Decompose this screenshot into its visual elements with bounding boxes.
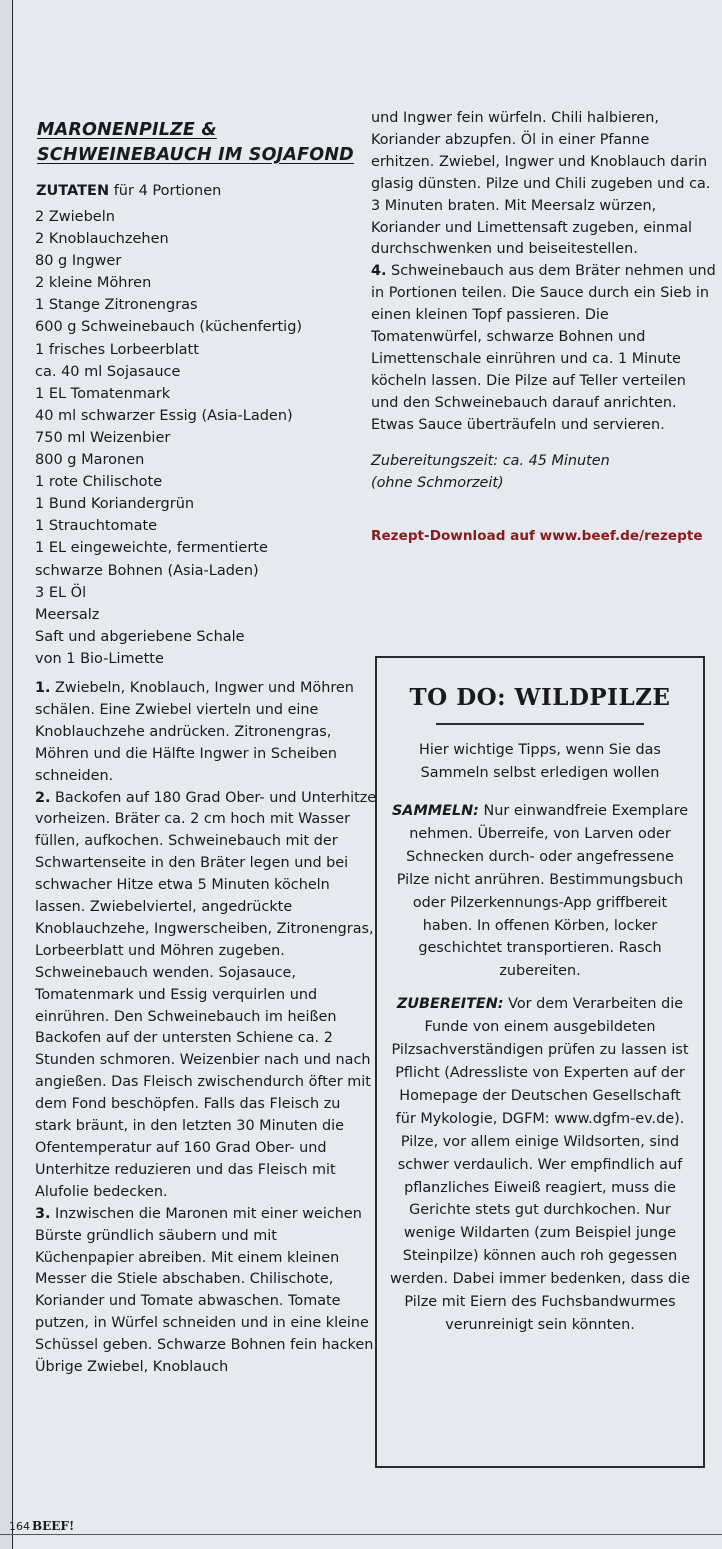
step-number: 2. [35, 789, 51, 806]
footer-divider [0, 1534, 722, 1535]
ingredient-item: schwarze Bohnen (Asia-Laden) [35, 562, 259, 579]
ingredient-item: 1 frisches Lorbeerblatt [35, 341, 199, 358]
tip-sammeln-lead: SAMMELN: [391, 803, 479, 819]
step-number: 3. [35, 1205, 51, 1222]
ingredient-item: Meersalz [35, 606, 100, 623]
ingredient-item: 80 g Ingwer [35, 253, 122, 270]
ingredients-label: ZUTATEN [36, 183, 110, 199]
ingredient-item: Saft und abgeriebene Schale [35, 628, 245, 645]
step-3-continued: und Ingwer fein würfeln. Chili halbieren, Koriander abzupfen. Öl in einer Pfanne erhitzen. Zwiebel, Ingwer und Knoblauch darin glasig dünsten. Pilze und Chili zugeben und ca. 3 Minuten braten. Mit Meersalz würzen, Koriander und Limettensaft zugeben, einmal durchschwenken und beiseitestellen. [371, 110, 711, 258]
tip-zubereiten-text: Vor dem Verarbeiten die Funde von einem ausgebildeten Pilzsachverständigen prüfen zu lassen ist Pflicht (Adressliste von Experten auf der Homepage der Deutschen Gesellschaft für Mykologie, DGFM: www.dgfm-ev.de). Pilze, vor allem einige Wildsorten, sind schwer verdaulich. Wer empfindlich auf pflanzliches Eiweiß reagiert, muss die Gerichte stets gut durchkochen. Nur wenige Wildarten (zum Beispiel junge Steinpilze) können auch roh gegessen werden. Dabei immer bedenken, dass die Pilze mit Eiern des Fuchsbandwurmes verunreinigt sein könnten. [390, 996, 690, 1333]
recipe-right-column [371, 108, 716, 544]
tip-sammeln-text: Nur einwandfreie Exemplare nehmen. Überreife, von Larven oder Schnecken durch- oder angefressene Pilze nicht anrühren. Bestimmungsbuch oder Pilzerkennungs-App griffbereit haben. In offenen Körben, locker geschichtet transportieren. Rasch zubereiten. [396, 803, 689, 980]
step-3 [35, 1204, 380, 1379]
ingredient-item: 2 Knoblauchzehen [35, 231, 169, 248]
ingredient-item: 40 ml schwarzer Essig (Asia-Laden) [35, 407, 293, 424]
preparation-steps [35, 678, 380, 1379]
tip-zubereiten-lead: ZUBEREITEN: [396, 996, 504, 1013]
ingredient-item: 750 ml Weizenbier [35, 429, 171, 446]
tip-zubereiten [389, 993, 691, 1337]
ingredient-item: 800 g Maronen [35, 452, 145, 469]
step-text: Inzwischen die Maronen mit einer weichen Bürste gründlich säubern und mit Küchenpapier abreiben. Mit einem kleinen Messer die Stiele abschaben. Chilischote, Koriander und Tomate abwaschen. Tomate putzen, in Würfel schneiden und in eine kleine Schüssel geben. Schwarze Bohnen fein hacken. Übrige Zwiebel, Knoblauch [35, 1205, 378, 1376]
step-number: 4. [371, 263, 387, 280]
preparation-time [371, 451, 716, 495]
recipe-title-line-2: SCHWEINEBAUCH IM SOJAFOND [37, 145, 354, 165]
preparation-time-line-1: Zubereitungszeit: ca. 45 Minuten [371, 452, 610, 469]
magazine-page [12, 0, 722, 1549]
ingredient-item: 1 Bund Koriandergrün [35, 496, 195, 513]
recipe-left-column [35, 118, 380, 1379]
step-number: 1. [35, 679, 51, 696]
ingredient-item: 1 EL eingeweichte, fermentierte [35, 540, 268, 557]
step-text: Backofen auf 180 Grad Ober- und Unterhitze vorheizen. Bräter ca. 2 cm hoch mit Wasser füllen, aufkochen. Schweinebauch mit der Schwartenseite in den Bräter legen und bei schwacher Hitze etwa 5 Minuten köcheln lassen. Zwiebelviertel, angedrückte Knoblauchzehe, Ingwerscheiben, Zitronengras, Lorbeerblatt und Möhren zugeben. Schweinebauch wenden. Sojasauce, Tomatenmark und Essig verquirlen und einrühren. Den Schweinebauch im heißen Backofen auf der untersten Schiene ca. 2 Stunden schmoren. Weizenbier nach und nach angießen. Das Fleisch zwischendurch öfter mit dem Fond beschöpfen. Falls das Fleisch zu stark bräunt, in den letzten 30 Minuten die Ofentemperatur auf 160 Grad Ober- und Unterhitze reduzieren und das Fleisch mit Alufolie bedecken. [35, 789, 377, 1200]
ingredients-list [35, 206, 380, 670]
ingredient-item: ca. 40 ml Sojasauce [35, 363, 181, 380]
ingredient-item: 2 Zwiebeln [35, 209, 115, 225]
recipe-title-line-1: MARONENPILZE & [37, 120, 217, 140]
ingredient-item: 1 Strauchtomate [35, 518, 158, 535]
step-2 [35, 788, 380, 1204]
recipe-download-link[interactable]: Rezept-Download auf www.beef.de/rezepte [371, 528, 703, 545]
ingredients-heading [36, 180, 380, 202]
recipe-title [37, 118, 380, 168]
ingredient-item: 1 EL Tomatenmark [35, 385, 171, 402]
wildpilze-tip-box [375, 656, 705, 1468]
step-1 [35, 678, 380, 788]
ingredient-item: 1 rote Chilischote [35, 474, 163, 491]
page-number: 164 [9, 1520, 30, 1533]
ingredient-item: 600 g Schweinebauch (küchenfertig) [35, 319, 303, 336]
step-4 [371, 261, 716, 436]
ingredients-portions: für 4 Portionen [109, 183, 222, 199]
preparation-time-line-2: (ohne Schmorzeit) [371, 474, 504, 491]
tip-box-intro: Hier wichtige Tipps, wenn Sie das Sammeln selbst erledigen wollen [419, 742, 661, 781]
step-text: Zwiebeln, Knoblauch, Ingwer und Möhren schälen. Eine Zwiebel vierteln und eine Knoblauchzehe andrücken. Zitronengras, Möhren und die Hälfte Ingwer in Scheiben schneiden. [35, 679, 354, 784]
ingredient-item: 1 Stange Zitronengras [35, 297, 198, 314]
ingredient-item: 2 kleine Möhren [35, 275, 152, 292]
ingredient-item: 3 EL Öl [35, 584, 87, 601]
tip-box-divider [436, 723, 644, 725]
magazine-name: BEEF! [32, 1519, 75, 1533]
step-text: Schweinebauch aus dem Bräter nehmen und in Portionen teilen. Die Sauce durch ein Sieb in einen kleinen Topf passieren. Die Tomatenwürfel, schwarze Bohnen und Limettenschale einrühren und ca. 1 Minute köcheln lassen. Die Pilze auf Teller verteilen und den Schweinebauch darauf anrichten. Etwas Sauce überträufeln und servieren. [371, 263, 716, 433]
tip-box-title: TO DO: WILDPILZE [409, 684, 671, 711]
tip-sammeln [389, 800, 691, 983]
ingredient-item: von 1 Bio-Limette [35, 650, 164, 667]
